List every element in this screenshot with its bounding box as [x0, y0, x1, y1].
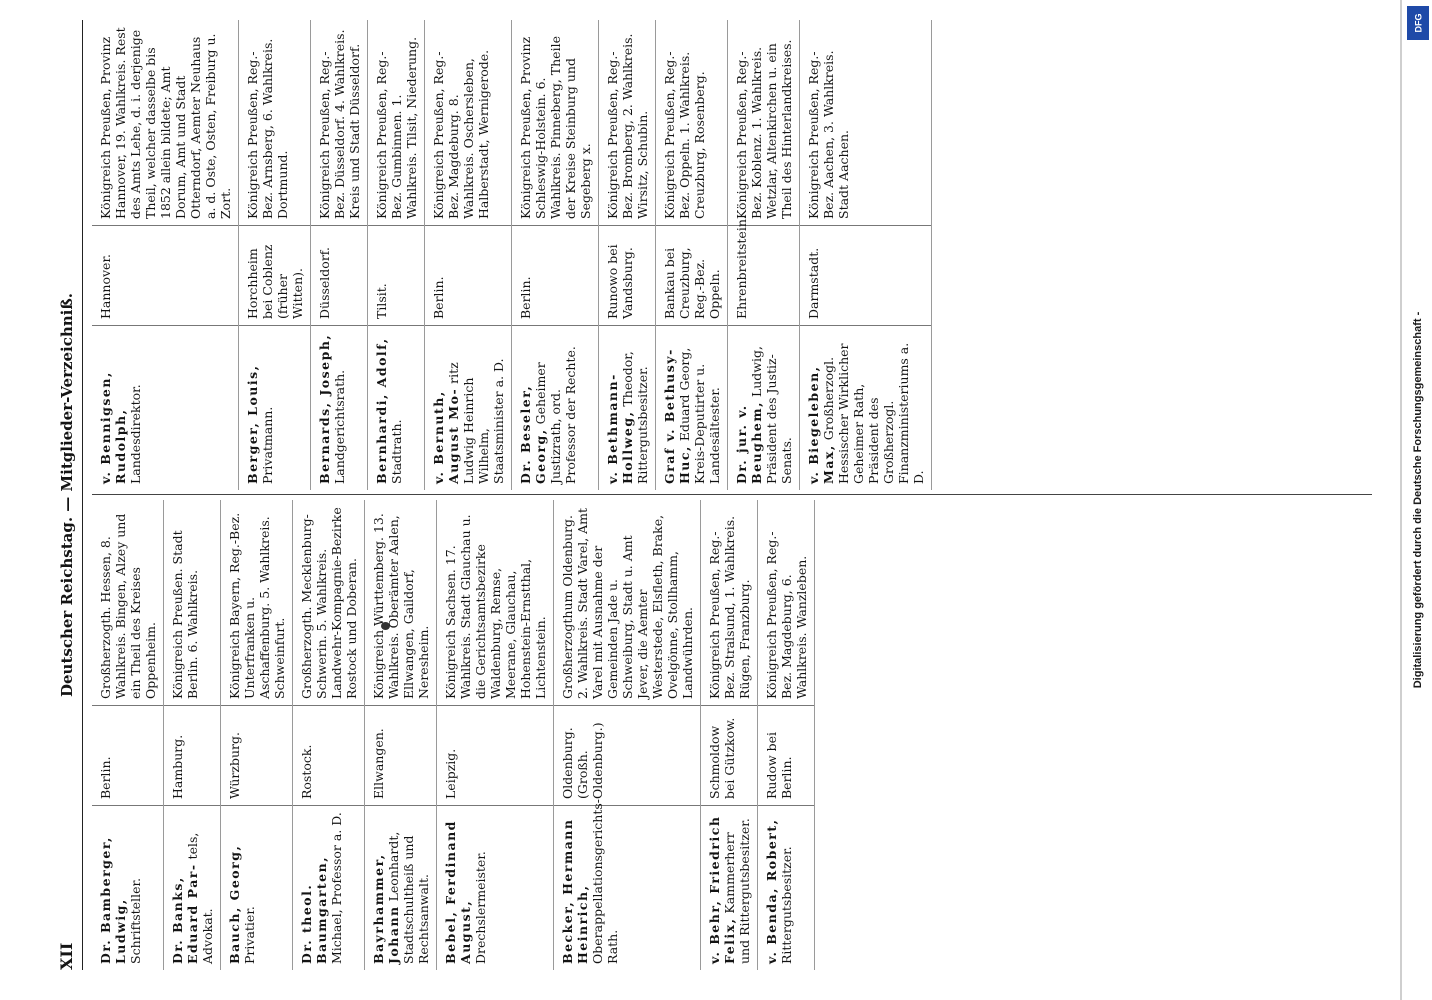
member-profession: Eduard Georg, Kreis-Deputirter u. Landesältester. — [677, 347, 722, 484]
member-row — [437, 500, 554, 970]
member-column-left — [92, 500, 1372, 970]
member-name-cell — [164, 805, 220, 970]
member-residence: Bankau bei Creuzburg, Reg.-Bez. Oppeln. — [656, 225, 727, 325]
member-name-cell — [239, 325, 310, 490]
member-profession: ritz Ludwig Heinrich Wilhelm, Staatsminister a. D. — [446, 358, 506, 484]
member-constituency: Königreich Preußen, Reg.-Bez. Stralsund, 1. Wahlkreis. Rügen, Franzburg. — [707, 515, 752, 699]
member-name: Bebel, Ferdinand August, — [443, 820, 473, 964]
member-residence: Ellwangen. — [365, 705, 436, 805]
member-residence: Rostock. — [293, 705, 364, 805]
member-name-cell — [437, 805, 553, 970]
member-residence: Düsseldorf. — [311, 225, 367, 325]
member-profession: tels, Advokat. — [185, 832, 215, 964]
page-number: XII — [57, 942, 76, 970]
member-name-cell — [800, 325, 931, 490]
member-residence: Schmoldow bei Gützkow. — [701, 705, 757, 805]
member-constituency: Königreich Preußen, Reg.-Bez. Aachen, 3. Wahlkreis. Stadt Aachen. — [806, 50, 851, 219]
member-row — [554, 500, 701, 970]
member-constituency: Königreich Preußen. Stadt Berlin. 6. Wahlkreis. — [170, 530, 200, 699]
member-row — [701, 500, 758, 970]
member-name-cell — [92, 805, 163, 970]
member-constituency: Königreich Preußen, Provinz Hannover, 19. Wahlkreis. Rest des Amts Lehe, d. i. derjenige Theil, welcher dasselbe bis 1852 allein bildete; Amt Dorum, Amt und Stadt Otterndorf, Aemter Neuhaus a. d. Oste, Osten, Freiburg u. Zort. — [98, 27, 233, 219]
member-profession: Rittergutsbesitzer. — [779, 846, 794, 964]
member-row — [599, 20, 656, 490]
member-constituency: Königreich Preußen, Reg.-Bez. Düsseldorf. 4. Wahlkreis. Kreis und Stadt Düsseldorf. — [317, 29, 362, 219]
member-row — [368, 20, 425, 490]
running-title: Deutscher Reichstag. — Mitglieder-Verzeichniß. — [58, 293, 76, 697]
member-constituency: Großherzogthum Oldenburg. 2. Wahlkreis. Stadt Varel, Amt Varel mit Ausnahme der Gemeinden Jade u. Schweiburg, Stadt u. Amt Jever, die Aemter Westerstede, Elsfleth, Brake, Ovelgönne, Stollhamm, Landwührden. — [560, 507, 695, 699]
member-profession: Oberappellationsgerichts-Rath. — [590, 798, 620, 964]
member-constituency: Königreich Preußen, Reg.-Bez. Gumbinnen. 1. Wahlkreis. Tilsit, Niederung. — [374, 36, 419, 219]
member-profession: Schriftsteller. — [128, 877, 143, 964]
member-name-cell — [293, 805, 364, 970]
member-name: v. Benda, Robert, — [764, 818, 779, 964]
member-name: Dr. jur. v. Beughem, — [734, 401, 764, 484]
member-name-cell — [365, 805, 436, 970]
member-constituency: Königreich Preußen, Provinz Schleswig-Holstein. 6. Wahlkreis. Pinneberg, Theile der Kreise Steinburg und Segeberg x. — [518, 36, 593, 219]
member-row — [365, 500, 437, 970]
member-name-cell — [425, 325, 511, 490]
member-residence: Berlin. — [512, 225, 598, 325]
member-profession: Landgerichtsrath. — [332, 369, 347, 484]
member-row — [728, 20, 800, 490]
member-name-cell — [221, 805, 292, 970]
member-name: Graf v. Bethusy-Huc, — [662, 348, 692, 484]
member-name: v. Bennigsen, Rudolph, — [98, 371, 128, 484]
member-residence: Hamburg. — [164, 705, 220, 805]
member-profession: Ludwig, Präsident des Justiz-Senats. — [749, 346, 794, 484]
header-rule — [82, 20, 83, 970]
member-name: v. Bernuth, August Mo- — [431, 387, 461, 484]
member-constituency: Großherzogth. Hessen, 8. Wahlkreis. Bingen, Alzey und ein Theil des Kreises Oppenheim. — [98, 513, 158, 699]
member-row — [92, 20, 239, 490]
member-row — [293, 500, 365, 970]
member-constituency: Königreich Preußen, Reg.-Bez. Bromberg, 2. Wahlkreis. Wirsitz, Schubin. — [605, 33, 650, 219]
member-row — [311, 20, 368, 490]
member-name: Bauch, Georg, — [227, 844, 242, 964]
member-name-cell — [554, 798, 700, 970]
member-residence: Darmstadt. — [800, 225, 931, 325]
member-name: Dr. Bamberger, Ludwig, — [98, 836, 128, 964]
member-name: Berger, Louis, — [245, 364, 260, 484]
member-profession: Theodor, Rittergutsbesitzer. — [620, 351, 650, 484]
member-row — [239, 20, 311, 490]
member-row — [656, 20, 728, 490]
member-profession: Drechslermeister. — [473, 851, 488, 964]
member-name-cell — [512, 325, 598, 490]
member-row — [164, 500, 221, 970]
member-name-cell — [758, 805, 814, 970]
member-residence: Horchheim bei Coblenz (früher Witten). — [239, 225, 310, 325]
digitization-sidebar — [1404, 0, 1432, 1000]
member-row — [425, 20, 512, 490]
member-name: Bayrhammer, Johann — [371, 853, 401, 964]
member-constituency: Königreich Preußen, Reg.-Bez. Magdeburg, 6. Wahlkreis. Wanzleben. — [764, 531, 809, 699]
member-name: v. Bethmann-Hollweg, — [605, 373, 635, 484]
member-residence: Runowo bei Vandsburg. — [599, 225, 655, 325]
member-name-cell — [701, 805, 757, 970]
member-constituency: Königreich Preußen, Reg.-Bez. Oppeln. 1. Wahlkreis. Creuzburg, Rosenberg. — [662, 51, 707, 219]
digitization-credit: Digitalisierung gefördert durch die Deutsche Forschungsgemeinschaft - — [1412, 311, 1424, 689]
member-profession: Privatmann. — [260, 406, 275, 484]
member-profession: Großherzogl. Hessischer Wirklicher Geheimer Rath, Präsident des Großherzogl. Finanzministeriums a. D. — [821, 342, 926, 484]
member-constituency: Königreich Bayern, Reg.-Bez. Unterfranken u. Aschaffenburg. 5. Wahlkreis. Schweinfurt. — [227, 512, 287, 699]
member-name: v. Biegeleben, Max, — [806, 365, 836, 484]
member-row — [512, 20, 599, 490]
member-constituency: Königreich Preußen, Reg.-Bez. Koblenz. 1. Wahlkreis. Wetzlar, Altenkirchen u. ein Theil des Hinterlandkreises. — [734, 39, 794, 219]
member-name: Becker, Hermann Heinrich, — [560, 818, 590, 964]
member-name: v. Behr, Friedrich Felix, — [707, 815, 737, 964]
member-column-right — [92, 20, 1372, 490]
member-name-cell — [599, 325, 655, 490]
member-name-cell — [656, 325, 727, 490]
member-constituency: Königreich Preußen, Reg.-Bez. Magdeburg. 8. Wahlkreis. Oschersleben, Halberstadt, Wernigerode. — [431, 49, 491, 219]
page-header — [40, 20, 80, 970]
member-row — [221, 500, 293, 970]
member-residence: Würzburg. — [221, 705, 292, 805]
member-profession: Kammerherr und Rittergutsbesitzer. — [722, 818, 752, 964]
dfg-logo: DFG — [1407, 6, 1429, 40]
member-profession: Leonhardt, Stadtschultheiß und Rechtsanwalt. — [386, 831, 431, 964]
member-name: Dr. Banks, Eduard Par- — [170, 863, 200, 964]
member-residence: Rudow bei Berlin. — [758, 705, 814, 805]
member-profession: Privatier. — [242, 906, 257, 964]
member-constituency: Königreich Sachsen. 17. Wahlkreis. Stadt Glauchau u. die Gerichtsamtsbezirke Waldenburg, Remse, Meerane, Glauchau, Hohenstein-Ernstthal, Lichtenstein. — [443, 514, 548, 699]
column-divider — [92, 494, 1372, 495]
member-residence: Hannover. — [92, 225, 238, 325]
scan-edge — [1400, 0, 1402, 1000]
member-row — [800, 20, 932, 490]
member-residence: Leipzig. — [437, 705, 553, 805]
member-name: Bernhardi, Adolf, — [374, 337, 389, 484]
member-name: Bernards, Joseph, — [317, 333, 332, 484]
member-residence: Ehrenbreitstein. — [728, 225, 799, 325]
member-residence: Tilsit. — [368, 225, 424, 325]
member-name: Dr. Beseler, Georg, — [518, 384, 548, 484]
member-constituency: Großherzogth. Mecklenburg-Schwerin. 5. Wahlkreis. Landwehr-Kompagnie-Bezirke Rostock und Doberan. — [299, 507, 359, 699]
member-residence: Oldenburg. (Großh. Oldenburg.) — [554, 705, 700, 805]
member-constituency: Königreich Preußen, Reg.-Bez. Arnsberg, 6. Wahlkreis. Dortmund. — [245, 38, 290, 219]
member-name-cell — [368, 325, 424, 490]
member-profession: Stadtrath. — [389, 419, 404, 484]
member-row — [758, 500, 815, 970]
member-name-cell — [311, 325, 367, 490]
member-profession: Michael, Professor a. D. — [329, 812, 344, 964]
member-name: Dr. theol. Baumgarten, — [299, 855, 329, 964]
member-name-cell — [728, 325, 799, 490]
member-name-cell — [92, 325, 238, 490]
member-residence: Berlin. — [425, 225, 511, 325]
member-profession: Geheimer Justizrath, ord. Professor der Rechte. — [533, 346, 578, 484]
member-row — [92, 500, 164, 970]
member-residence: Berlin. — [92, 705, 163, 805]
member-profession: Landesdirektor. — [128, 384, 143, 484]
member-constituency: Königreich Württemberg. 13. Wahlkreis. Oberämter Aalen, Ellwangen, Gaildorf, Neresheim. — [371, 513, 431, 699]
